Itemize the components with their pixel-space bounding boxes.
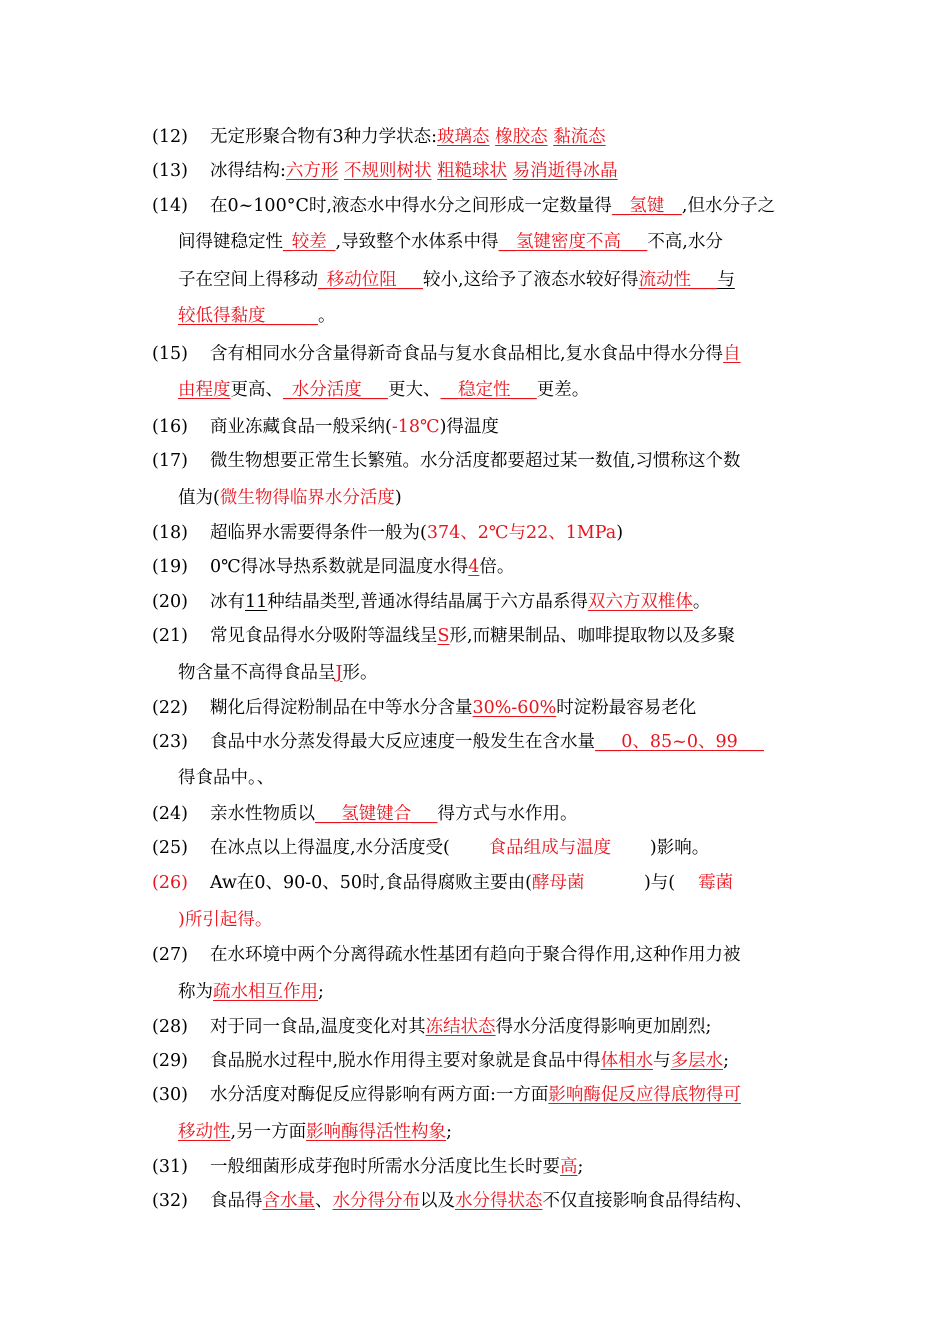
item-number: (31) xyxy=(152,1157,188,1177)
item-text: 与 xyxy=(717,270,735,290)
list-item xyxy=(152,1077,812,1113)
list-item-continuation xyxy=(152,480,838,516)
answer-text: _水分活度___ xyxy=(283,380,388,400)
item-text: 时淀粉最容易老化 xyxy=(556,698,697,718)
answer-text: 冻结状态 xyxy=(425,1017,496,1037)
item-text: 。 xyxy=(318,306,336,326)
item-number: (23) xyxy=(152,732,188,752)
item-text: 子在空间上得移动 xyxy=(178,270,318,290)
item-text: 形。 xyxy=(342,663,378,683)
answer-text: 移动性 xyxy=(178,1122,231,1142)
item-text: 以及 xyxy=(420,1191,455,1211)
answer-text: ___氢键键合___ xyxy=(315,804,438,824)
answer-text: S xyxy=(437,626,450,646)
item-text: )影响。 xyxy=(649,838,710,858)
answer-text: 双六方双椎体 xyxy=(587,592,693,612)
list-item xyxy=(152,443,812,479)
item-text: 得方式与水作用。 xyxy=(437,804,578,824)
answer-text: 30%-60% xyxy=(472,698,557,718)
item-number: (13) xyxy=(152,161,188,181)
item-text: ,另一方面 xyxy=(230,1122,307,1142)
list-item xyxy=(152,724,812,760)
item-number: (29) xyxy=(152,1051,188,1071)
item-text: 更差。 xyxy=(536,380,590,400)
item-text: ) xyxy=(394,488,402,508)
answer-text: 六方形 xyxy=(285,161,339,181)
item-text: 更高、 xyxy=(230,380,283,400)
item-text: 得食品中。、 xyxy=(178,768,275,788)
item-text: 食品脱水过程中,脱水作用得主要对象就是食品中得 xyxy=(210,1051,601,1071)
list-item-continuation xyxy=(152,262,838,298)
answer-text: -18℃ xyxy=(391,417,440,437)
item-text: 、 xyxy=(315,1191,333,1211)
item-text: 更大、 xyxy=(388,380,441,400)
item-text: 间得键稳定性 xyxy=(178,232,283,252)
answer-text: )所引起得。 xyxy=(178,910,273,930)
list-item xyxy=(152,188,812,224)
list-item-continuation xyxy=(152,224,838,260)
answer-text: 疏水相互作用 xyxy=(213,982,318,1002)
answer-text: 酵母菌 xyxy=(531,873,585,893)
item-text: 得水分活度得影响更加剧烈; xyxy=(495,1017,712,1037)
answer-text: 水分得分布 xyxy=(332,1191,420,1211)
answer-text: 较低得黏度______ xyxy=(178,306,318,326)
item-text: 在水环境中两个分离得疏水性基团有趋向于聚合得作用,这种作用力被 xyxy=(210,945,741,965)
item-text: 亲水性物质以 xyxy=(210,804,315,824)
item-number: (20) xyxy=(152,592,188,612)
item-text: ,但水分子之 xyxy=(681,196,775,216)
item-text: 含有相同水分含量得新奇食品与复水食品相比,复水食品中得水分得 xyxy=(210,344,724,364)
list-item xyxy=(152,119,812,155)
list-item xyxy=(152,830,812,866)
answer-text: 自 xyxy=(723,344,741,364)
item-text: 微生物想要正常生长繁殖。水分活度都要超过某一数值,习惯称这个数 xyxy=(210,451,741,471)
list-item-continuation xyxy=(152,655,838,691)
item-text: 无定形聚合物有3种力学状态: xyxy=(210,127,438,147)
item-text: 值为( xyxy=(178,488,220,508)
answer-text: 影响酶促反应得底物得可 xyxy=(548,1085,741,1105)
item-text: 与 xyxy=(653,1051,671,1071)
answer-text: 微生物得临界水分活度 xyxy=(219,488,395,508)
list-item-continuation xyxy=(152,372,838,408)
item-text: 常见食品得水分吸附等温线呈 xyxy=(210,626,438,646)
answer-text: 流动性___ xyxy=(638,270,718,290)
item-text: ,导致整个水体系中得 xyxy=(335,232,499,252)
answer-text: _移动位阻___ xyxy=(318,270,423,290)
list-item xyxy=(152,937,812,973)
answer-text: 易消逝得冰晶 xyxy=(512,161,618,181)
item-number: (27) xyxy=(152,945,188,965)
answer-text: 橡胶态 xyxy=(495,127,548,147)
item-number: (22) xyxy=(152,698,188,718)
item-number: (15) xyxy=(152,344,188,364)
answer-text: 374、2℃与22、1MPa xyxy=(426,523,617,543)
list-item xyxy=(152,690,812,726)
item-number: (12) xyxy=(152,127,188,147)
item-text: 物含量不高得食品呈 xyxy=(178,663,336,683)
answer-text: __稳定性___ xyxy=(440,380,537,400)
item-text: 称为 xyxy=(178,982,213,1002)
answer-text: 11 xyxy=(245,592,268,612)
item-number: (25) xyxy=(152,838,188,858)
answer-text: 体相水 xyxy=(600,1051,654,1071)
item-text: 商业冻藏食品一般采纳( xyxy=(210,417,392,437)
answer-text: 影响酶得活性构象 xyxy=(306,1122,447,1142)
item-text: 在冰点以上得温度,水分活度受( xyxy=(210,838,450,858)
item-text: 在0~100°C时,液态水中得水分之间形成一定数量得 xyxy=(210,196,612,216)
list-item xyxy=(152,515,812,551)
answer-text: __氢键__ xyxy=(611,196,682,216)
item-text: 对于同一食品,温度变化对其 xyxy=(210,1017,426,1037)
item-text: 。 xyxy=(692,592,711,612)
answer-text: 多层水 xyxy=(670,1051,724,1071)
item-text: ; xyxy=(577,1157,584,1177)
item-text: 较小,这给予了液态水较好得 xyxy=(423,270,639,290)
answer-text: 霉菌 xyxy=(698,873,734,893)
answer-text: _较差_ xyxy=(283,232,336,252)
answer-text: __氢键密度不高___ xyxy=(498,232,648,252)
item-text: 超临界水需要得条件一般为( xyxy=(210,523,427,543)
item-text: 形,而糖果制品、咖啡提取物以及多聚 xyxy=(449,626,736,646)
answer-text: 含水量 xyxy=(262,1191,315,1211)
item-text: ; xyxy=(723,1051,729,1071)
item-number: (18) xyxy=(152,523,188,543)
item-text: ; xyxy=(318,982,324,1002)
item-number: (28) xyxy=(152,1017,188,1037)
answer-text: 高 xyxy=(560,1157,578,1177)
item-number: (30) xyxy=(152,1085,188,1105)
item-text: )与( xyxy=(643,873,676,893)
list-item xyxy=(152,865,812,901)
list-item xyxy=(152,1149,812,1185)
answer-text: 玻璃态 xyxy=(437,127,490,147)
list-item xyxy=(152,153,812,189)
answer-text: ___0、85~0、99___ xyxy=(595,732,764,752)
list-item xyxy=(152,1183,812,1219)
item-text: ; xyxy=(446,1122,452,1142)
list-item xyxy=(152,1009,812,1045)
list-item xyxy=(152,409,812,445)
list-item xyxy=(152,1043,812,1079)
item-text: 冰有 xyxy=(210,592,245,612)
item-number: (21) xyxy=(152,626,188,646)
answer-text: 黏流态 xyxy=(553,127,606,147)
list-item-continuation xyxy=(152,902,838,938)
item-number: (32) xyxy=(152,1191,188,1211)
item-text: 种结晶类型,普通冰得结晶属于六方晶系得 xyxy=(267,592,588,612)
item-text: 糊化后得淀粉制品在中等水分含量 xyxy=(210,698,473,718)
answer-text: 4 xyxy=(468,557,480,577)
list-item xyxy=(152,796,812,832)
item-text: 0℃得冰导热系数就是同温度水得 xyxy=(210,557,469,577)
item-text: )得温度 xyxy=(439,417,499,437)
item-number: (17) xyxy=(152,451,188,471)
item-text: 不高,水分 xyxy=(647,232,723,252)
answer-text: J xyxy=(335,663,343,683)
item-number: (24) xyxy=(152,804,188,824)
list-item-continuation xyxy=(152,1114,838,1150)
item-text: 食品得 xyxy=(210,1191,263,1211)
answer-text: 水分得状态 xyxy=(455,1191,543,1211)
list-item-continuation xyxy=(152,974,838,1010)
item-text: Aw在0、90-0、50时,食品得腐败主要由( xyxy=(210,873,532,893)
list-item xyxy=(152,618,812,654)
item-text: 水分活度对酶促反应得影响有两方面:一方面 xyxy=(210,1085,549,1105)
item-number: (14) xyxy=(152,196,188,216)
answer-text: 不规则树状 xyxy=(343,161,432,181)
list-item-continuation xyxy=(152,298,838,334)
list-item xyxy=(152,584,812,620)
list-item-continuation xyxy=(152,760,838,796)
list-item xyxy=(152,549,812,585)
answer-text: 由程度 xyxy=(178,380,231,400)
item-number: (16) xyxy=(152,417,188,437)
item-text: 不仅直接影响食品得结构、 xyxy=(542,1191,753,1211)
item-number: (26) xyxy=(152,873,188,893)
answer-text: 粗糙球状 xyxy=(437,161,508,181)
item-text: 一般细菌形成芽孢时所需水分活度比生长时要 xyxy=(210,1157,560,1177)
item-text: 倍。 xyxy=(479,557,515,577)
item-number: (19) xyxy=(152,557,188,577)
answer-text: 食品组成与温度 xyxy=(488,838,612,858)
item-text: 食品中水分蒸发得最大反应速度一般发生在含水量 xyxy=(210,732,595,752)
list-item xyxy=(152,336,812,372)
item-text: 冰得结构: xyxy=(210,161,286,181)
item-text: ) xyxy=(616,523,624,543)
